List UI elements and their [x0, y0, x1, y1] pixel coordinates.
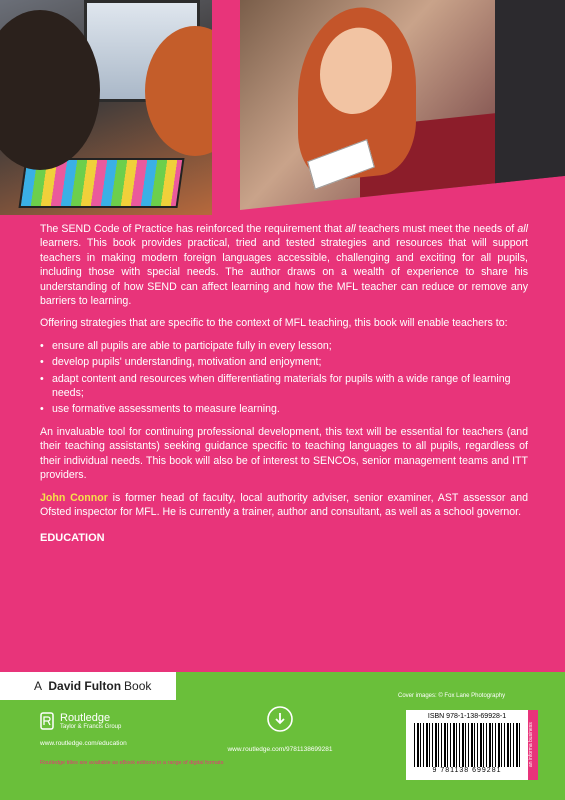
blurb-paragraph-3: An invaluable tool for continuing professional development, this text will be essential for teachers (and their teaching assistants) seeking guidance specific to teaching languages to all pupils, regardless of their individual needs. This book will also be of interest to SENCOs, senior management teams and ITT providers. [40, 425, 528, 482]
bullet-list [40, 339, 528, 417]
blurb-paragraph-1: The SEND Code of Practice has reinforced the requirement that all teachers must meet the needs of all learners. This book provides practical, tried and tested strategies and resources that will support teachers in making modern foreign languages accessible, challenging and exciting for all pupils, including those with special needs. The author draws on a wealth of experience to share his understanding of how SEND can affect learning and how the MFL teacher can reduce or remove any barriers to learning. [40, 223, 528, 308]
barcode-bars [414, 723, 520, 767]
author-bio: John Connor is former head of faculty, local authority adviser, senior examiner, AST assessor and Ofsted inspector for MFL. He is currently a trainer, author and consultant, as well as a school governor. [40, 491, 528, 518]
author-name: John Connor [40, 491, 108, 504]
barcode-digits: 9 781138 699281 [432, 767, 502, 774]
isbn-label: ISBN 978-1-138-69928-1 [427, 713, 507, 720]
bullet-item: • ensure all pupils are able to participate fully in every lesson; [40, 339, 528, 353]
category-label: EDUCATION [40, 532, 105, 545]
adult-shape [495, 0, 565, 193]
eresources-block [210, 705, 350, 753]
routledge-icon [40, 712, 54, 730]
cover-photo-computer-class [0, 0, 212, 215]
publisher-name: Routledge [60, 711, 111, 724]
barcode [406, 710, 528, 780]
informa-tab: an informa business [528, 710, 538, 780]
publisher-group: Taylor & Francis Group [60, 723, 122, 730]
bullet-item: • develop pupils' understanding, motivation and enjoyment; [40, 355, 528, 369]
publisher-url[interactable]: www.routledge.com/education [40, 740, 127, 747]
routledge-logo [40, 712, 121, 730]
eresources-url[interactable]: www.routledge.com/9781138699281 [227, 746, 333, 753]
eresources-icon [266, 705, 294, 733]
blurb-paragraph-2: Offering strategies that are specific to the context of MFL teaching, this book will enable teachers to: [40, 317, 508, 330]
ebook-note: Routledge titles are available as eBook editions in a range of digital formats [40, 760, 224, 766]
cover-credit: Cover images: © Fox Lane Photography [398, 693, 506, 699]
bullet-item: • use formative assessments to measure learning. [40, 402, 528, 416]
imprint-tab: A David Fulton Book [0, 672, 176, 700]
blurb [40, 222, 528, 546]
bullet-item: • adapt content and resources when differentiating materials for pupils with a wide range of learning needs; [40, 372, 528, 401]
cover-photo-girl-with-card [240, 0, 565, 210]
